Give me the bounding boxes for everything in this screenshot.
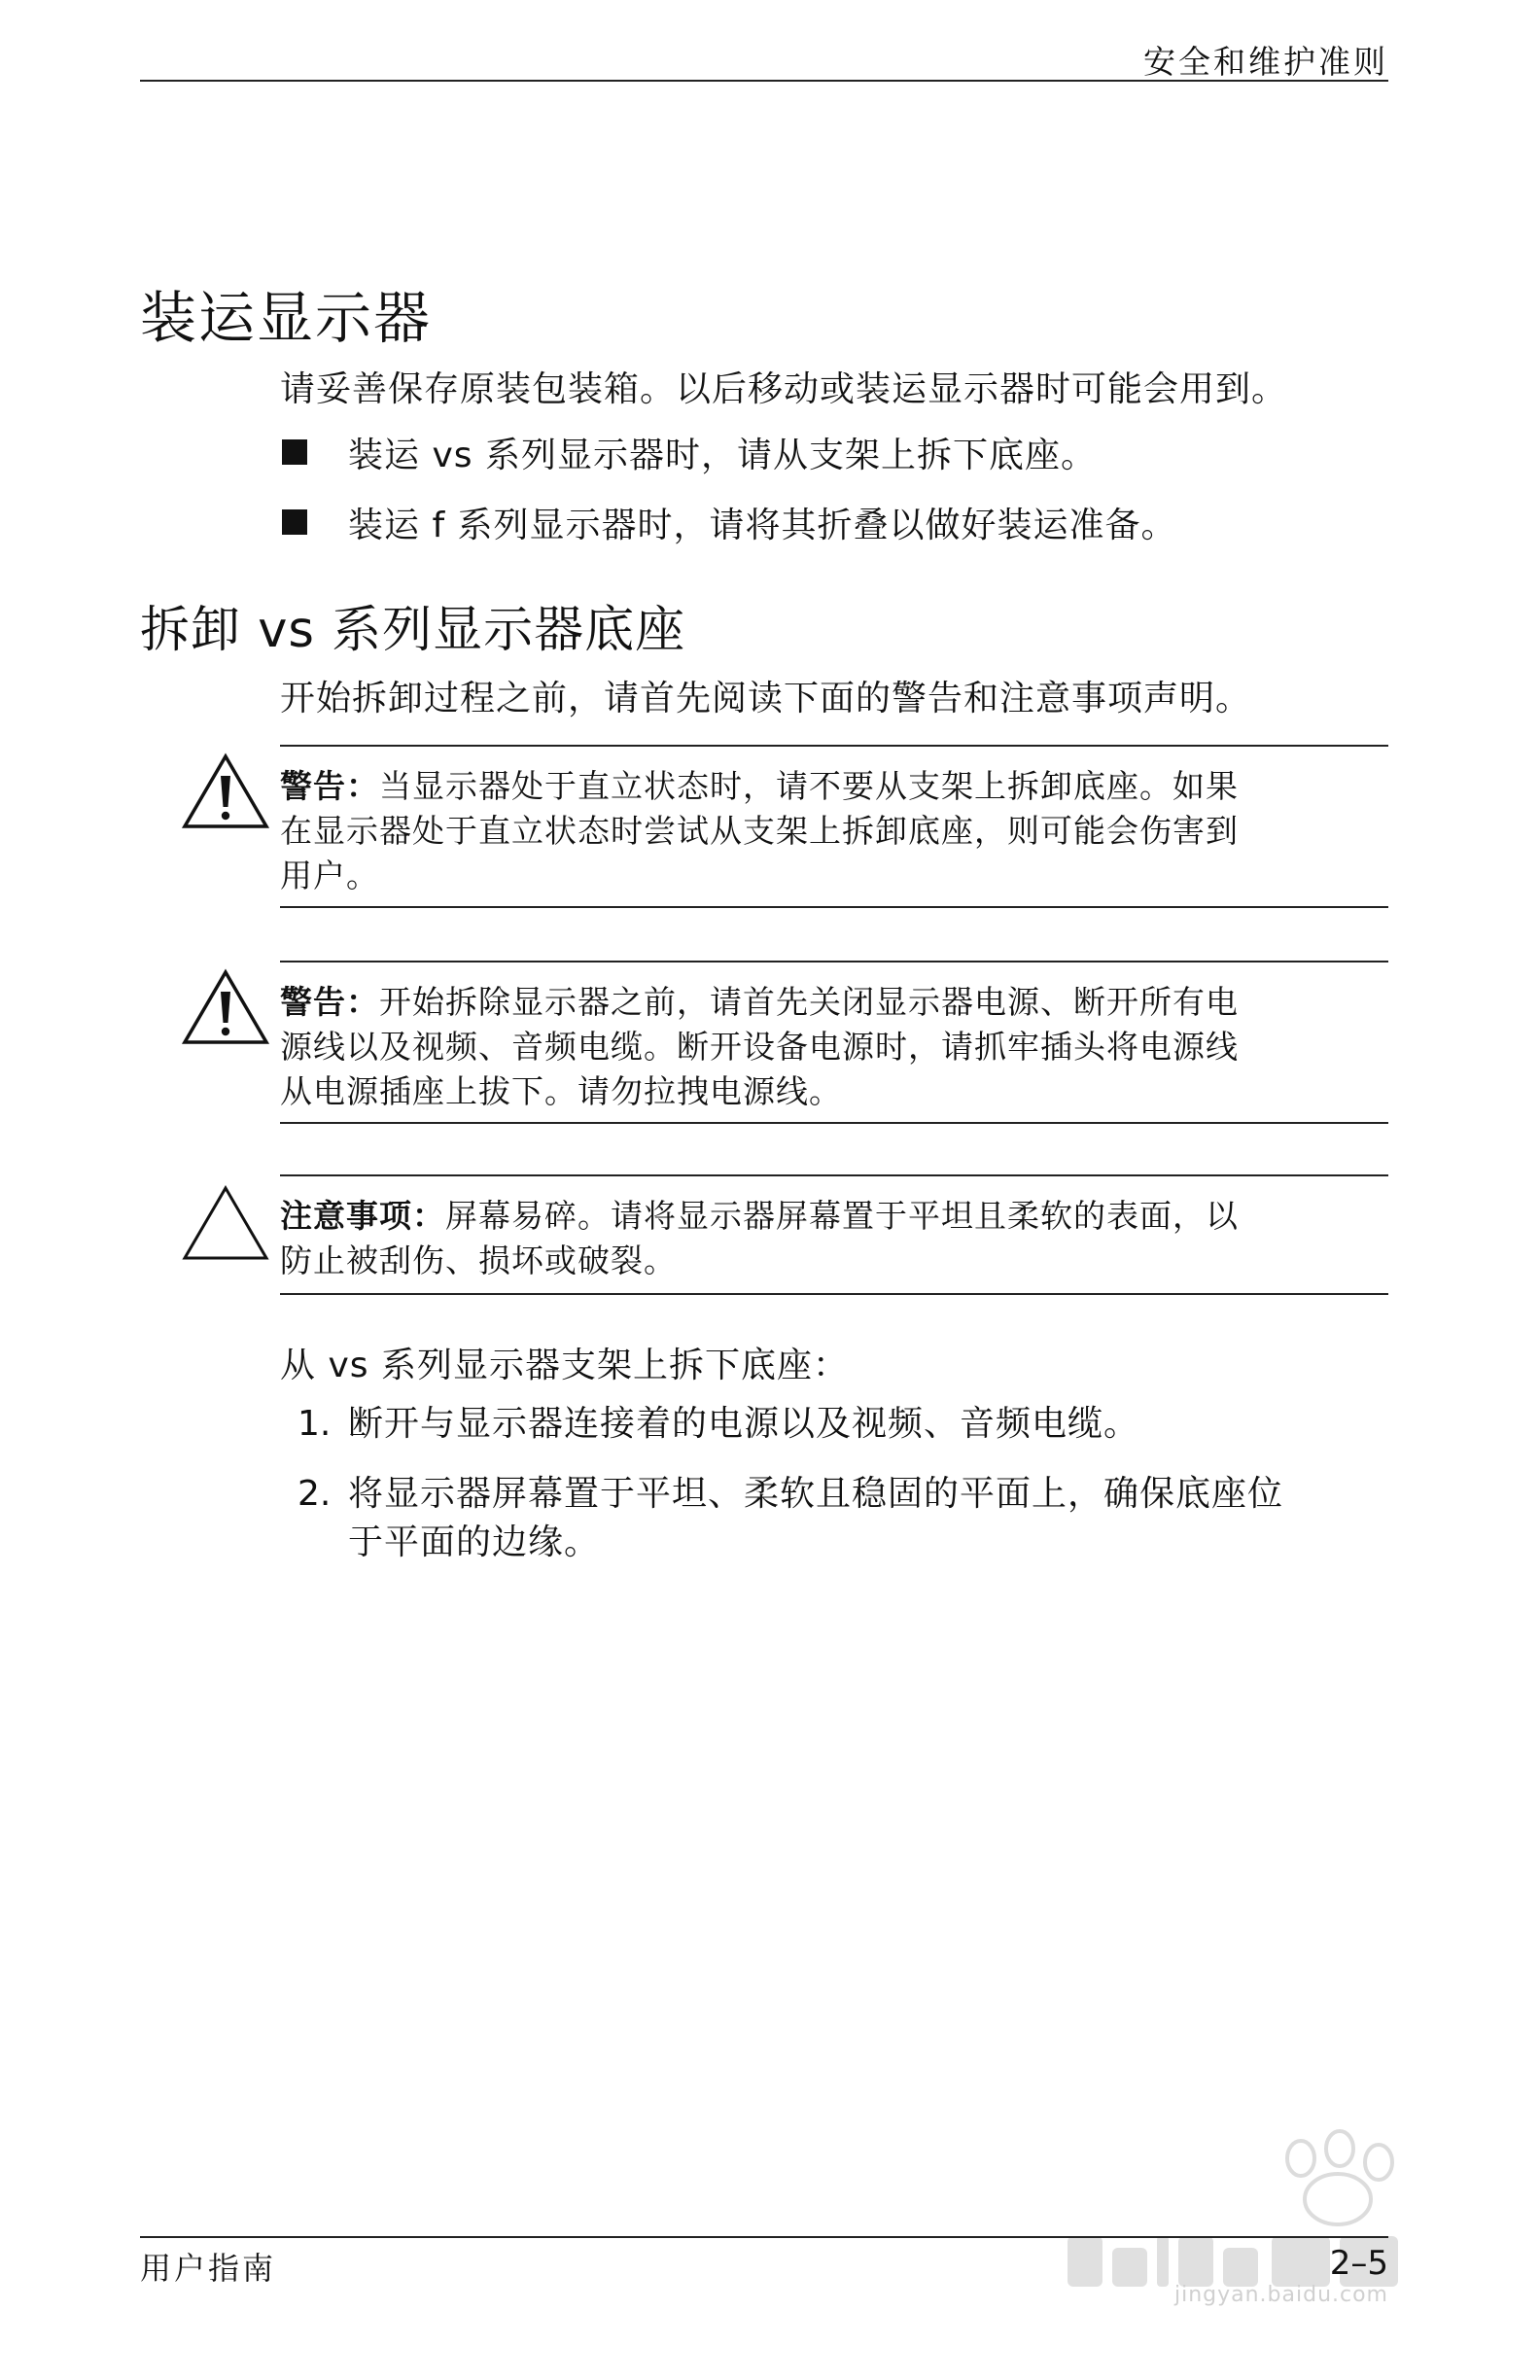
notice-text-line: 屏幕易碎。请将显示器屏幕置于平坦且柔软的表面，以 bbox=[445, 1197, 1239, 1235]
page-number: 2–5 bbox=[1329, 2244, 1388, 2283]
remove-base-intro: 开始拆卸过程之前，请首先阅读下面的警告和注意事项声明。 bbox=[280, 679, 1252, 718]
bullet-square-icon bbox=[282, 509, 307, 535]
notice-text-line: 源线以及视频、音频电缆。断开设备电源时，请抓牢插头将电源线 bbox=[280, 1028, 1239, 1066]
warning-exclamation-icon bbox=[181, 752, 270, 830]
step-text bbox=[348, 1400, 1139, 1449]
watermark-url: jingyan.baidu.com bbox=[1173, 2283, 1388, 2307]
procedure-intro: 从 vs 系列显示器支架上拆下底座： bbox=[280, 1346, 849, 1385]
bullet-item: 装运 f 系列显示器时，请将其折叠以做好装运准备。 bbox=[348, 506, 1177, 545]
step-text-line: 将显示器屏幕置于平坦、柔软且稳固的平面上，确保底座位 bbox=[348, 1474, 1284, 1514]
warning-notice bbox=[280, 764, 1239, 898]
footer-divider bbox=[140, 2236, 1388, 2238]
running-header-title: 安全和维护准则 bbox=[1143, 43, 1388, 81]
notice-text-line: 在显示器处于直立状态时尝试从支架上拆卸底座，则可能会伤害到 bbox=[280, 812, 1239, 850]
section-heading-shipping: 装运显示器 bbox=[140, 285, 433, 351]
caution-triangle-icon bbox=[181, 1184, 270, 1262]
step-number: 2. bbox=[298, 1474, 332, 1514]
notice-label: 警告： bbox=[280, 983, 379, 1021]
notice-bottom-rule bbox=[280, 1293, 1388, 1295]
notice-text-line: 防止被刮伤、损坏或破裂。 bbox=[280, 1242, 677, 1279]
notice-text-line: 开始拆除显示器之前，请首先关闭显示器电源、断开所有电 bbox=[379, 983, 1239, 1021]
section-heading-remove-base: 拆卸 vs 系列显示器底座 bbox=[140, 602, 686, 659]
step-number: 1. bbox=[298, 1404, 332, 1444]
header-divider bbox=[140, 80, 1388, 82]
step-text-line: 断开与显示器连接着的电源以及视频、音频电缆。 bbox=[348, 1404, 1140, 1444]
notice-top-rule bbox=[280, 1174, 1388, 1176]
notice-bottom-rule bbox=[280, 1122, 1388, 1124]
notice-text-line: 当显示器处于直立状态时，请不要从支架上拆卸底座。如果 bbox=[379, 767, 1239, 805]
notice-bottom-rule bbox=[280, 906, 1388, 908]
bullet-item: 装运 vs 系列显示器时，请从支架上拆下底座。 bbox=[348, 436, 1097, 475]
notice-top-rule bbox=[280, 745, 1388, 747]
warning-exclamation-icon bbox=[181, 968, 270, 1046]
footer-doc-title: 用户指南 bbox=[140, 2250, 277, 2287]
notice-text-line: 用户。 bbox=[280, 857, 379, 894]
notice-text-line: 从电源插座上拔下。请勿拉拽电源线。 bbox=[280, 1072, 842, 1110]
step-text-line: 于平面的边缘。 bbox=[348, 1522, 601, 1562]
step-text bbox=[348, 1470, 1283, 1567]
bullet-square-icon bbox=[282, 439, 307, 465]
notice-top-rule bbox=[280, 961, 1388, 962]
caution-notice bbox=[280, 1194, 1239, 1283]
warning-notice bbox=[280, 980, 1239, 1114]
notice-label: 警告： bbox=[280, 767, 379, 805]
notice-label: 注意事项： bbox=[280, 1197, 445, 1235]
shipping-intro: 请妥善保存原装包装箱。以后移动或装运显示器时可能会用到。 bbox=[280, 369, 1288, 409]
